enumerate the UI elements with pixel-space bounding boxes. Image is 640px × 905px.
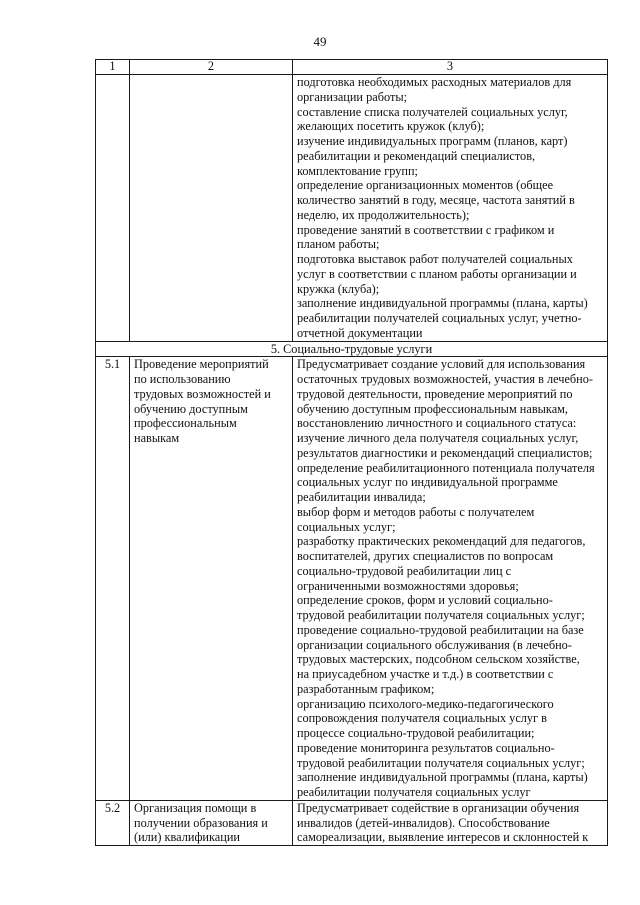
column-number-1: 1 <box>96 60 130 75</box>
service-description-cell <box>293 800 608 845</box>
text-line: организации социального обслуживания (в лечебно- <box>297 637 572 652</box>
text-line: кружка (клуба); <box>297 281 380 296</box>
text-line: воспитателей, других специалистов по вопросам <box>297 549 554 563</box>
text-line: обучению доступным профессиональным навыкам, <box>297 401 569 416</box>
text-line: реабилитации получателей социальных услуг, учетно- <box>297 311 582 325</box>
text-line: по использованию <box>134 372 231 386</box>
row-number-cell <box>96 75 130 342</box>
text-line: социально-трудовой реабилитации лиц с <box>297 563 512 578</box>
text-line: реабилитации получателя социальных услуг <box>297 785 531 799</box>
text-line: изучение индивидуальных программ (планов, карт) <box>297 134 568 148</box>
text-line: проведение занятий в соответствии с графиком и <box>297 222 555 237</box>
text-line: услуг в соответствии с планом работы организации и <box>297 266 577 281</box>
text-line: количество занятий в году, месяце, частота занятий в <box>297 193 575 207</box>
service-description-cell <box>293 357 608 801</box>
text-line: организации работы; <box>297 89 407 104</box>
text-line: проведение социально-трудовой реабилитации на базе <box>297 622 584 637</box>
column-number-3: 3 <box>293 60 608 75</box>
text-line: сопровождения получателя социальных услуг в <box>297 711 547 726</box>
text-line: определение организационных моментов (общее <box>297 178 554 193</box>
text-line: Предусматривает содействие в организации обучения <box>297 800 580 815</box>
service-name-cell <box>130 800 293 845</box>
text-line: трудовых возможностей и <box>134 386 271 401</box>
column-number-row <box>96 60 608 75</box>
text-line: социальных услуг; <box>297 519 396 534</box>
text-line: проведение мониторинга результатов социально- <box>297 740 555 755</box>
text-line: Предусматривает создание условий для использования <box>297 357 586 372</box>
text-line: трудовой реабилитации получателя социальных услуг; <box>297 608 585 622</box>
text-line: трудовой реабилитации получателя социальных услуг; <box>297 755 585 770</box>
text-line: неделю, их продолжительность); <box>297 207 470 222</box>
services-table <box>95 59 608 846</box>
service-name-cell <box>130 75 293 342</box>
text-line: желающих посетить кружок (клуб); <box>297 119 485 134</box>
text-line: получении образования и <box>134 815 268 830</box>
text-line: изучение личного дела получателя социальных услуг, <box>297 431 579 445</box>
text-line: навыкам <box>134 431 180 445</box>
text-line: социальных услуг по индивидуальной программе <box>297 475 558 490</box>
text-line: (или) квалификации <box>134 830 241 845</box>
text-line: трудовых мастерских, подсобном сельском хозяйстве, <box>297 652 580 667</box>
text-line: восстановлению личностного и социального статуса: <box>297 416 577 431</box>
text-line: реабилитации и рекомендаций специалистов, <box>297 148 536 163</box>
row-number-cell: 5.2 <box>96 800 130 845</box>
text-line: реабилитации инвалида; <box>297 490 426 504</box>
text-line: разработку практических рекомендаций для педагогов, <box>297 534 586 549</box>
service-name-cell <box>130 357 293 801</box>
text-line: комплектование групп; <box>297 163 418 178</box>
text-line: Организация помощи в <box>134 800 257 815</box>
text-line: результатов диагностики и рекомендаций специалистов; <box>297 445 593 460</box>
service-description-cell <box>293 75 608 342</box>
text-line: планом работы; <box>297 237 380 252</box>
text-line: определение сроков, форм и условий социально- <box>297 593 553 608</box>
text-line: остаточных трудовых возможностей, участия в лечебно- <box>297 372 594 386</box>
text-line: организацию психолого-медико-педагогического <box>297 696 554 711</box>
text-line: подготовка необходимых расходных материалов для <box>297 75 572 89</box>
text-line: составление списка получателей социальных услуг, <box>297 104 568 119</box>
row-number-cell: 5.1 <box>96 357 130 801</box>
text-line: инвалидов (детей-инвалидов). Способствование <box>297 815 550 830</box>
table-row <box>96 357 608 801</box>
text-line: обучению доступным <box>134 401 248 416</box>
text-line: профессиональным <box>134 416 237 431</box>
section-heading: 5. Социально-трудовые услуги <box>96 341 608 357</box>
text-line: ограниченными возможностями здоровья; <box>297 578 519 593</box>
text-line: заполнение индивидуальной программы (плана, карты) <box>297 296 588 311</box>
section-heading-row <box>96 341 608 357</box>
text-line: процессе социально-трудовой реабилитации; <box>297 726 535 740</box>
text-line: отчетной документации <box>297 325 423 340</box>
text-line: определение реабилитационного потенциала получателя <box>297 460 595 475</box>
text-line: трудовой деятельности, проведение мероприятий по <box>297 386 573 401</box>
table-row <box>96 800 608 845</box>
text-line: самореализации, выявление интересов и склонностей к <box>297 830 589 845</box>
text-line: на приусадебном участке и т.д.) в соответствии с <box>297 667 554 681</box>
text-line: Проведение мероприятий <box>134 357 269 372</box>
text-line: выбор форм и методов работы с получателем <box>297 504 535 519</box>
page-number: 49 <box>313 34 327 49</box>
text-line: разработанным графиком; <box>297 681 435 696</box>
continuation-row <box>96 75 608 342</box>
column-number-2: 2 <box>130 60 293 75</box>
text-line: заполнение индивидуальной программы (плана, карты) <box>297 770 588 785</box>
text-line: подготовка выставок работ получателей социальных <box>297 252 573 266</box>
